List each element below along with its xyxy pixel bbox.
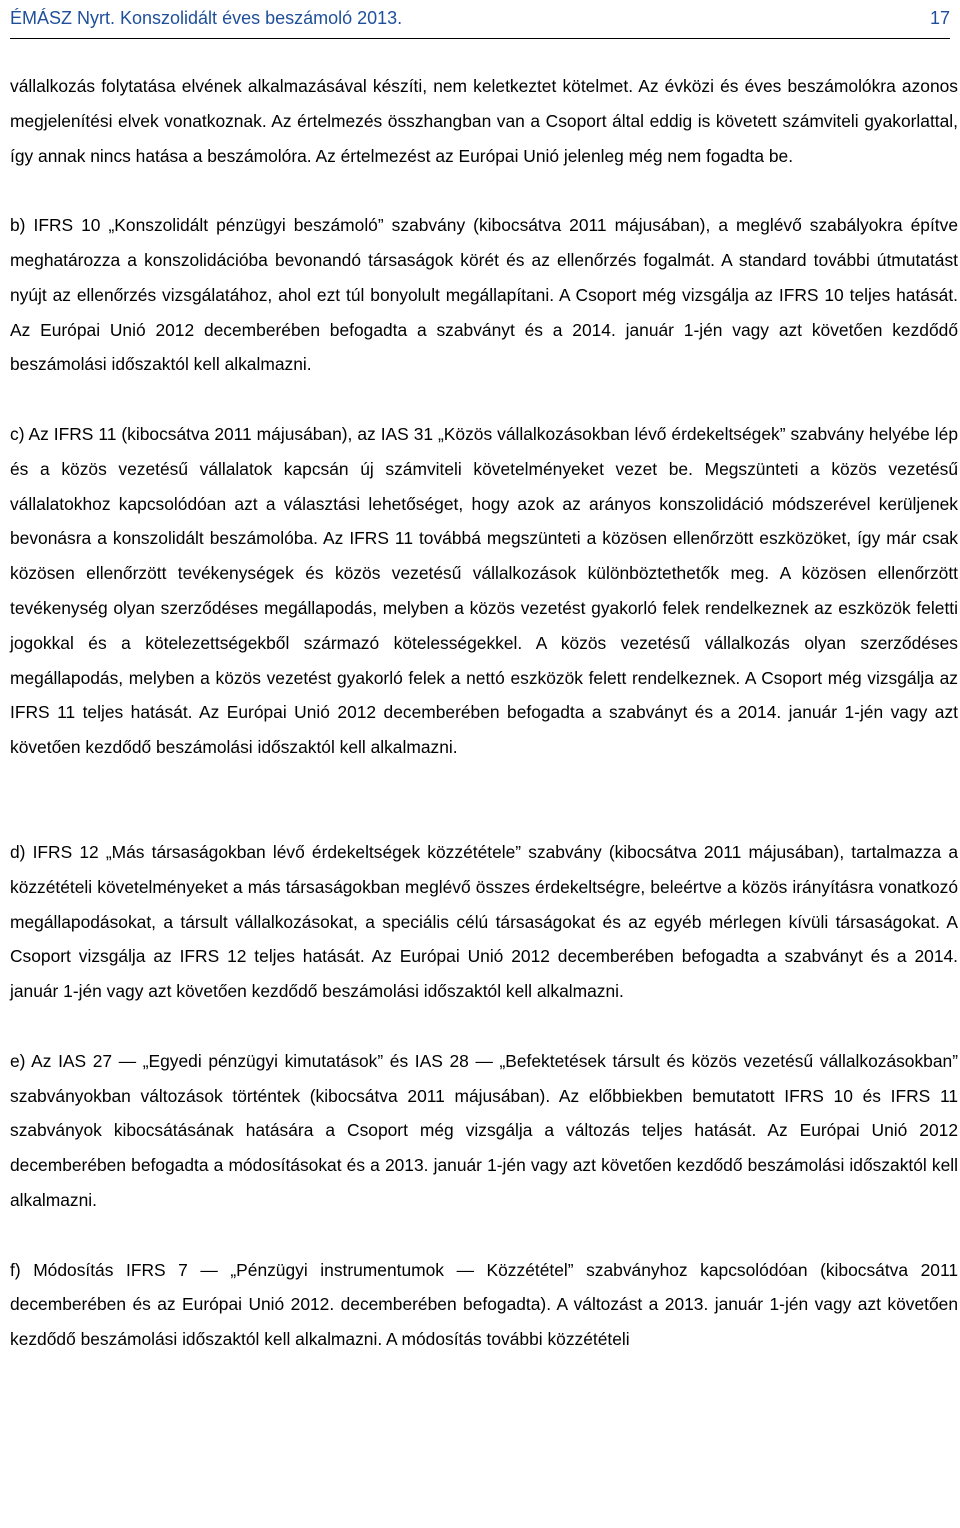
paragraph-c: c) Az IFRS 11 (kibocsátva 2011 májusában), az IAS 31 „Közös vállalkozásokban lévő érdekeltségek” szabvány helyébe lép és a közös vezetésű vállalatok kapcsán új számviteli követelményeket vezet be. Megszünteti a közös vezetésű vállalatokhoz kapcsolódóan azt a választási lehetőséget, hogy azok az arányos konszolidáció módszerével kerüljenek bevonásra a konszolidált beszámolóba. Az IFRS 11 továbbá megszünteti a közösen ellenőrzött eszközöket, így már csak közösen ellenőrzött tevékenységek és közös vezetésű vállalkozások különböztethetők meg. A közösen ellenőrzött tevékenység olyan szerződéses megállapodás, melyben a közös vezetést gyakorló felek rendelkeznek az eszközök feletti jogokkal és a kötelezettségekből származó kötelességekkel. A közös vezetésű vállalkozás olyan szerződéses megállapodás, melyben a közös vezetést gyakorló felek a nettó eszközök felett rendelkeznek. A Csoport még vizsgálja az IFRS 11 teljes hatását. Az Európai Unió 2012 decemberében befogadta a szabványt és a 2014. január 1-jén vagy azt követően kezdődő beszámolási időszaktól kell alkalmazni.	[10, 423, 958, 758]
paragraph-e: e) Az IAS 27 — „Egyedi pénzügyi kimutatások” és IAS 28 — „Befektetések társult és közös vezetésű vállalkozásokban” szabványokban változások történtek (kibocsátva 2011 májusában). Az előbbiekben bemutatott IFRS 10 és IFRS 11 szabványok kibocsátásának hatására a Csoport még vizsgálja a változás teljes hatását. Az Európai Unió 2012 decemberében befogadta a módosításokat és a 2013. január 1-jén vagy azt követően kezdődő beszámolási időszaktól kell alkalmazni.	[10, 1050, 958, 1210]
paragraph-b: b) IFRS 10 „Konszolidált pénzügyi beszámoló” szabvány (kibocsátva 2011 májusában), a meglévő szabályokra építve meghatározza a konszolidációba bevonandó társaságok körét és az ellenőrzés fogalmát. A standard további útmutatást nyújt az ellenőrzés vizsgálatához, ahol ezt túl bonyolult megállapítani. A Csoport még vizsgálja az IFRS 10 teljes hatását. Az Európai Unió 2012 decemberében befogadta a szabványt és a 2014. január 1-jén vagy azt követően kezdődő beszámolási időszaktól kell alkalmazni.	[10, 215, 958, 375]
paragraph-f: f) Módosítás IFRS 7 — „Pénzügyi instrumentumok — Közzététel” szabványhoz kapcsolódóan (kibocsátva 2011 decemberében és az Európai Unió 2012. decemberében befogadta). A változást a 2013. január 1-jén vagy azt követően kezdődő beszámolási időszaktól kell alkalmazni. A módosítás további közzétételi	[10, 1259, 958, 1350]
paragraph-intro: vállalkozás folytatása elvének alkalmazásával készíti, nem keletkeztet kötelmet. Az évközi és éves beszámolókra azonos megjelenítési elvek vonatkoznak. Az értelmezés összhangban van a Csoport által eddig is követett számviteli gyakorlattal, így annak nincs hatása a beszámolóra. Az értelmezést az Európai Unió jelenleg még nem fogadta be.	[10, 76, 958, 166]
document-body	[10, 69, 958, 1357]
document-title: ÉMÁSZ Nyrt. Konszolidált éves beszámoló 2013.	[10, 8, 403, 28]
paragraph-d: d) IFRS 12 „Más társaságokban lévő érdekeltségek közzététele” szabvány (kibocsátva 2011 májusában), tartalmazza a közzétételi követelményeket a más társaságokban meglévő összes érdekeltségre, beleértve a közös irányításra vonatkozó megállapodásokat, a társult vállalkozásokat, a speciális célú társaságokat és az egyéb mérlegen kívüli társaságokat. A Csoport vizsgálja az IFRS 12 teljes hatását. Az Európai Unió 2012 decemberében befogadta a szabványt és a 2014. január 1-jén vagy azt követően kezdődő beszámolási időszaktól kell alkalmazni.	[10, 841, 958, 1002]
page-number: 17	[929, 8, 950, 28]
page-header	[10, 4, 950, 39]
